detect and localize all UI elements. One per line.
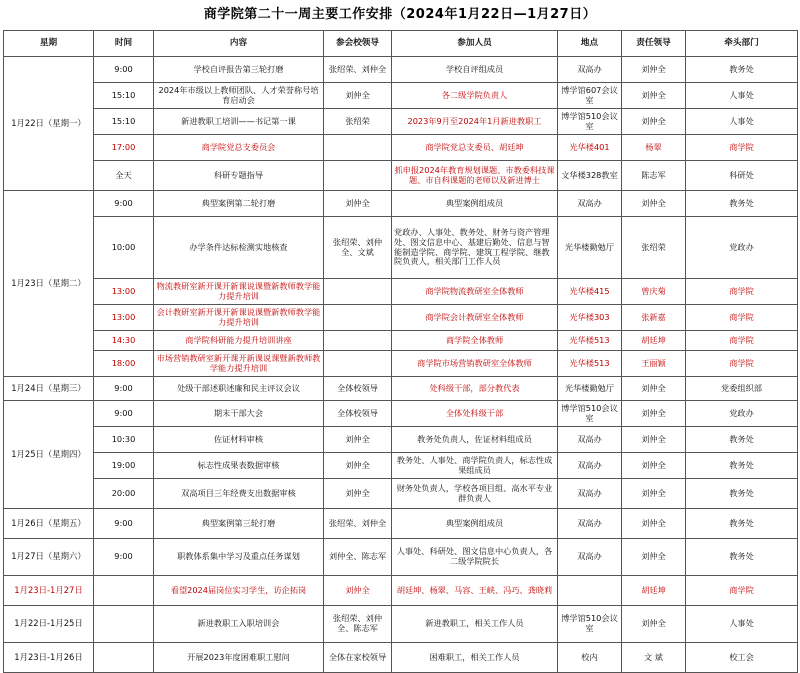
time-cell: 9:00 [94,509,154,539]
people-cell: 教务处、人事处、商学院负责人，标志性成果组成员 [392,453,558,479]
time-cell: 13:00 [94,305,154,331]
responsible-cell: 刘仲全 [622,427,686,453]
time-cell: 9:00 [94,401,154,427]
leader-cell: 张绍荣、刘仲全、文斌 [324,217,392,279]
content-cell: 处级干部述职述廉和民主评议会议 [154,377,324,401]
header-department: 牵头部门 [686,31,798,57]
department-cell: 教务处 [686,479,798,509]
table-row [4,427,798,453]
leader-cell [324,135,392,161]
responsible-cell: 刘仲全 [622,606,686,643]
people-cell: 商学院党总支委员、胡廷坤 [392,135,558,161]
department-cell: 商学院 [686,279,798,305]
content-cell: 科研专题指导 [154,161,324,191]
content-cell: 办学条件达标检测实地核查 [154,217,324,279]
content-cell: 学校自评报告第三轮打磨 [154,57,324,83]
department-cell: 党委组织部 [686,377,798,401]
department-cell: 人事处 [686,109,798,135]
day-cell: 1月23日-1月26日 [4,643,94,673]
day-cell: 1月24日（星期三） [4,377,94,401]
location-cell: 双高办 [558,57,622,83]
location-cell: 光华楼勤勉厅 [558,217,622,279]
leader-cell [324,161,392,191]
table-row [4,135,798,161]
department-cell: 商学院 [686,331,798,351]
people-cell: 抓申报2024年教育规划课题、市教委科技课题、市自科课题的老师以及新进博士 [392,161,558,191]
table-row [4,377,798,401]
day-cell: 1月25日（星期四） [4,401,94,509]
leader-cell: 刘仲全 [324,453,392,479]
content-cell: 新进教职工入职培训会 [154,606,324,643]
content-cell: 看望2024届岗位实习学生，访企拓岗 [154,576,324,606]
leader-cell [324,331,392,351]
leader-cell: 全体在家校领导 [324,643,392,673]
people-cell: 新进教职工，相关工作人员 [392,606,558,643]
people-cell: 典型案例组成员 [392,191,558,217]
header-content: 内容 [154,31,324,57]
responsible-cell: 刘仲全 [622,479,686,509]
content-cell: 职教体系集中学习及重点任务谋划 [154,539,324,576]
time-cell: 全天 [94,161,154,191]
department-cell: 教务处 [686,453,798,479]
responsible-cell: 刘仲全 [622,83,686,109]
leader-cell: 张绍荣、刘仲全 [324,57,392,83]
responsible-cell: 刘仲全 [622,453,686,479]
people-cell: 商学院会计教研室全体教师 [392,305,558,331]
department-cell: 教务处 [686,191,798,217]
time-cell: 19:00 [94,453,154,479]
day-cell: 1月27日（星期六） [4,539,94,576]
leader-cell: 刘仲全、陈志军 [324,539,392,576]
responsible-cell: 刘仲全 [622,191,686,217]
department-cell: 校工会 [686,643,798,673]
department-cell: 教务处 [686,57,798,83]
leader-cell: 全体校领导 [324,377,392,401]
leader-cell [324,351,392,377]
people-cell: 学校自评组成员 [392,57,558,83]
department-cell: 商学院 [686,305,798,331]
department-cell: 教务处 [686,539,798,576]
leader-cell: 张绍荣、刘仲全、陈志军 [324,606,392,643]
table-row [4,331,798,351]
time-cell: 9:00 [94,539,154,576]
content-cell: 佐证材料审核 [154,427,324,453]
table-row [4,191,798,217]
people-cell: 商学院市场营销教研室全体教师 [392,351,558,377]
people-cell: 财务处负责人，学校各项目组、高水平专业群负责人 [392,479,558,509]
people-cell: 教务处负责人，佐证材料组成员 [392,427,558,453]
department-cell: 教务处 [686,509,798,539]
department-cell: 科研处 [686,161,798,191]
location-cell: 博学馆510会议室 [558,606,622,643]
location-cell: 博学馆607会议室 [558,83,622,109]
table-row [4,576,798,606]
content-cell: 新进教职工培训——书记第一课 [154,109,324,135]
people-cell: 胡廷坤、杨翠、马容、王峡、冯巧、龚晓莉 [392,576,558,606]
department-cell: 人事处 [686,606,798,643]
content-cell: 物流教研室新开课开新课说课暨新教师教学能力提升培训 [154,279,324,305]
content-cell: 商学院科研能力提升培训讲座 [154,331,324,351]
day-cell: 1月23日（星期二） [4,191,94,377]
people-cell: 商学院全体教师 [392,331,558,351]
department-cell: 人事处 [686,83,798,109]
table-row [4,401,798,427]
location-cell: 光华楼415 [558,279,622,305]
content-cell: 双高项目三年经费支出数据审核 [154,479,324,509]
leader-cell: 刘仲全 [324,479,392,509]
content-cell: 典型案例第三轮打磨 [154,509,324,539]
people-cell: 商学院物流教研室全体教师 [392,279,558,305]
day-cell: 1月26日（星期五） [4,509,94,539]
leader-cell: 刘仲全 [324,427,392,453]
location-cell: 博学馆510会议室 [558,401,622,427]
people-cell: 党政办、人事处、教务处、财务与资产管理处、图文信息中心、基建后勤处、信息与智能制造学院、商学院、建筑工程学院、继教院负责人，相关部门工作人员 [392,217,558,279]
location-cell: 光华楼303 [558,305,622,331]
page-title: 商学院第二十一周主要工作安排（2024年1月22日—1月27日） [203,7,597,22]
location-cell: 光华楼513 [558,331,622,351]
responsible-cell: 杨翠 [622,135,686,161]
leader-cell [324,305,392,331]
responsible-cell: 胡廷坤 [622,331,686,351]
content-cell: 期末干部大会 [154,401,324,427]
location-cell: 双高办 [558,191,622,217]
header-participants: 参加人员 [392,31,558,57]
people-cell: 2023年9月至2024年1月新进教职工 [392,109,558,135]
responsible-cell: 张新嘉 [622,305,686,331]
content-cell: 开展2023年度困难职工慰问 [154,643,324,673]
time-cell: 15:10 [94,83,154,109]
location-cell: 光华楼勤勉厅 [558,377,622,401]
department-cell: 党政办 [686,401,798,427]
responsible-cell: 张绍荣 [622,217,686,279]
location-cell: 双高办 [558,453,622,479]
table-row [4,479,798,509]
department-cell: 商学院 [686,351,798,377]
content-cell: 市场营销教研室新开课开新课说课暨新教师教学能力提升培训 [154,351,324,377]
location-cell: 博学馆510会议室 [558,109,622,135]
content-cell: 2024年市级以上教师团队、人才荣誉称号培育启动会 [154,83,324,109]
responsible-cell: 刘仲全 [622,377,686,401]
responsible-cell: 刘仲全 [622,57,686,83]
time-cell: 10:00 [94,217,154,279]
time-cell: 9:00 [94,191,154,217]
table-row [4,539,798,576]
department-cell: 教务处 [686,427,798,453]
responsible-cell: 曾庆菊 [622,279,686,305]
time-cell: 15:10 [94,109,154,135]
location-cell: 光华楼401 [558,135,622,161]
table-row [4,161,798,191]
responsible-cell: 刘仲全 [622,109,686,135]
time-cell: 9:00 [94,377,154,401]
responsible-cell: 胡廷坤 [622,576,686,606]
leader-cell: 刘仲全 [324,83,392,109]
location-cell: 文华楼328教室 [558,161,622,191]
table-row [4,453,798,479]
schedule-table [3,30,798,673]
location-cell [558,576,622,606]
table-row [4,57,798,83]
time-cell: 20:00 [94,479,154,509]
department-cell: 党政办 [686,217,798,279]
department-cell: 商学院 [686,135,798,161]
table-row [4,509,798,539]
responsible-cell: 刘仲全 [622,539,686,576]
location-cell: 双高办 [558,479,622,509]
day-cell: 1月22日-1月25日 [4,606,94,643]
time-cell: 14:30 [94,331,154,351]
responsible-cell: 王丽颖 [622,351,686,377]
leader-cell [324,279,392,305]
table-row [4,217,798,279]
leader-cell: 张绍荣 [324,109,392,135]
table-row [4,351,798,377]
people-cell: 人事处、科研处、图文信息中心负责人，各二级学院院长 [392,539,558,576]
leader-cell: 全体校领导 [324,401,392,427]
table-row [4,305,798,331]
time-cell: 9:00 [94,57,154,83]
location-cell: 双高办 [558,539,622,576]
leader-cell: 刘仲全 [324,191,392,217]
people-cell: 全体处科级干部 [392,401,558,427]
leader-cell: 张绍荣、刘仲全 [324,509,392,539]
time-cell: 10:30 [94,427,154,453]
header-responsible: 责任领导 [622,31,686,57]
time-cell: 17:00 [94,135,154,161]
content-cell: 商学院党总支委员会 [154,135,324,161]
table-row [4,606,798,643]
content-cell: 会计教研室新开课开新课说课暨新教师教学能力提升培训 [154,305,324,331]
content-cell: 标志性成果表数据审核 [154,453,324,479]
people-cell: 典型案例组成员 [392,509,558,539]
location-cell: 双高办 [558,509,622,539]
header-time: 时间 [94,31,154,57]
people-cell: 困难职工，相关工作人员 [392,643,558,673]
responsible-cell: 文 斌 [622,643,686,673]
time-cell: 18:00 [94,351,154,377]
header-row [4,31,798,57]
time-cell [94,606,154,643]
table-row [4,83,798,109]
location-cell: 校内 [558,643,622,673]
people-cell: 各二级学院负责人 [392,83,558,109]
leader-cell: 刘仲全 [324,576,392,606]
table-row [4,109,798,135]
day-cell: 1月23日-1月27日 [4,576,94,606]
responsible-cell: 刘仲全 [622,401,686,427]
day-cell: 1月22日（星期一） [4,57,94,191]
location-cell: 光华楼513 [558,351,622,377]
table-row [4,279,798,305]
content-cell: 典型案例第二轮打磨 [154,191,324,217]
time-cell: 13:00 [94,279,154,305]
people-cell: 处科级干部，部分教代表 [392,377,558,401]
header-weekday: 星期 [4,31,94,57]
time-cell [94,576,154,606]
responsible-cell: 陈志军 [622,161,686,191]
table-row [4,643,798,673]
header-location: 地点 [558,31,622,57]
time-cell [94,643,154,673]
department-cell: 商学院 [686,576,798,606]
header-leader: 参会校领导 [324,31,392,57]
responsible-cell: 刘仲全 [622,509,686,539]
location-cell: 双高办 [558,427,622,453]
